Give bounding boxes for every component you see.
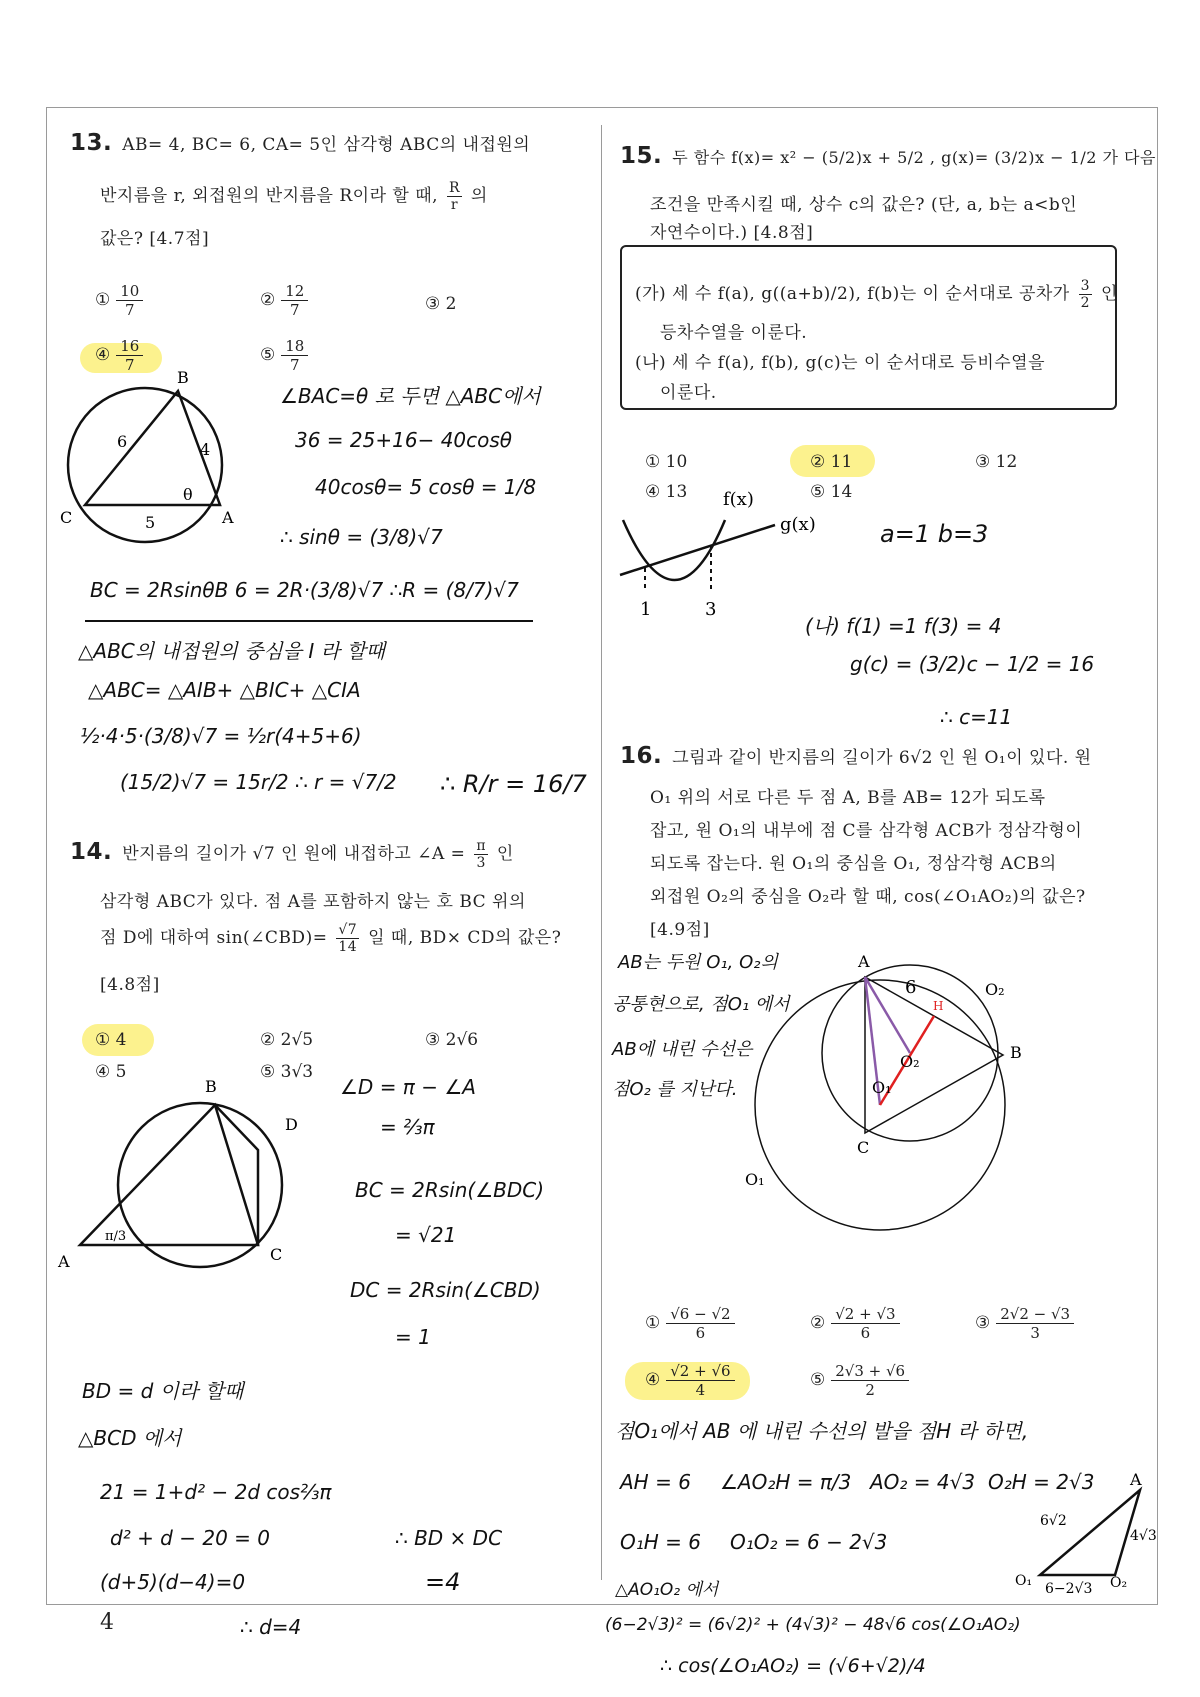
q14-line3: 점 D에 대하여 sin(∠CBD)= $\frac{√7}{14}$ 일 때, BD× CD의 값은? (100, 922, 562, 955)
q14-figure (55, 1070, 345, 1270)
svg-text:O₂: O₂ (900, 1052, 920, 1071)
q16-work-5: O₂H = 2√3 (988, 1470, 1095, 1494)
svg-text:π/3: π/3 (105, 1229, 127, 1244)
q13-label-A: A (222, 508, 234, 527)
q16-line3: 잡고, 원 O₁의 내부에 점 C를 삼각형 ACB가 정삼각형이 (650, 821, 1083, 841)
q13-work-8: ½·4·5·(3/8)√7 = ½r(4+5+6) (80, 724, 362, 748)
q16-work-8: △AO₁O₂ 에서 (615, 1580, 719, 1600)
q13-work-9: (15/2)√7 = 15r/2 ∴ r = √7/2 (120, 770, 397, 794)
q14-work-4: = √21 (395, 1223, 457, 1247)
q16-line1: 16. 그림과 같이 반지름의 길이가 6√2 인 원 O₁이 있다. 원 (620, 743, 1092, 769)
q13-work-1: ∠BAC=θ 로 두면 △ABC에서 (280, 384, 541, 408)
q13-choice-4[interactable]: ④ $\frac{16}{7}$ (95, 337, 143, 374)
svg-text:C: C (270, 1245, 283, 1264)
q13-work-5: BC = 2RsinθB 6 = 2R·(3/8)√7 ∴R = (8/7)√7 (90, 578, 519, 602)
svg-text:6: 6 (117, 432, 128, 451)
q15-box-line3: (나) 세 수 f(a), f(b), g(c)는 이 순서대로 등비수열을 (635, 353, 1046, 373)
q14-work-12: ∴ d=4 (240, 1615, 302, 1639)
q14-work-3: BC = 2Rsin(∠BDC) (355, 1178, 545, 1202)
svg-text:B: B (205, 1077, 217, 1096)
svg-text:3: 3 (705, 599, 717, 620)
q16-figure (735, 952, 1045, 1245)
q15-work-1: a=1 b=3 (880, 520, 989, 548)
svg-text:D: D (285, 1115, 298, 1134)
svg-text:4: 4 (200, 440, 211, 459)
svg-text:g(x): g(x) (780, 514, 816, 535)
q14-work-14: =4 (425, 1568, 461, 1596)
q13-choice-3[interactable]: ③ 2 (425, 294, 457, 314)
q15-box-line1: (가) 세 수 f(a), g((a+b)/2), f(b)는 이 순서대로 공차가 $\frac{3}{2}$ 인 (635, 278, 1118, 311)
q16-work-3: ∠AO₂H = π/3 (720, 1470, 852, 1494)
q13-work-6: △ABC의 내접원의 중심을 I 라 할때 (78, 639, 385, 663)
column-divider (601, 125, 602, 1580)
q15-box-line4: 이룬다. (660, 383, 717, 403)
svg-text:5: 5 (145, 513, 156, 532)
svg-text:O₂: O₂ (1110, 1575, 1128, 1591)
q14-line4: [4.8점] (100, 975, 160, 995)
q14-work-1: ∠D = π − ∠A (340, 1075, 476, 1099)
svg-text:1: 1 (640, 599, 652, 620)
q13-figure (55, 368, 245, 555)
q16-work-1: 점O₁에서 AB 에 내린 수선의 발을 점H 라 하면, (615, 1419, 1029, 1443)
q13-work-2: 36 = 25+16− 40cosθ (295, 428, 513, 452)
q16-note-4: 점O₂ 를 지난다. (612, 1079, 738, 1100)
q13-line1: 13. AB= 4, BC= 6, CA= 5인 삼각형 ABC의 내접원의 (70, 130, 531, 156)
page-number: 4 (100, 1610, 114, 1635)
q15-work-2: (나) f(1) =1 f(3) = 4 (805, 614, 1002, 638)
q14-work-5: DC = 2Rsin(∠CBD) (350, 1278, 541, 1302)
q15-work-4: ∴ c=11 (940, 705, 1013, 729)
q16-work-7: O₁O₂ = 6 − 2√3 (730, 1530, 888, 1554)
q15-choice-4[interactable]: ④ 13 (645, 482, 688, 502)
svg-text:O₁: O₁ (745, 1170, 765, 1189)
q14-choice-2[interactable]: ② 2√5 (260, 1030, 314, 1050)
q14-line2: 삼각형 ABC가 있다. 점 A를 포함하지 않는 호 BC 위의 (100, 892, 526, 912)
q14-work-10: d² + d − 20 = 0 (110, 1526, 270, 1550)
q14-choice-5[interactable]: ⑤ 3√3 (260, 1062, 314, 1082)
svg-text:4√3: 4√3 (1130, 1528, 1157, 1544)
q13-separator (85, 620, 533, 622)
q13-label-C: C (60, 508, 73, 527)
q14-choice-4[interactable]: ④ 5 (95, 1062, 127, 1082)
svg-text:A: A (58, 1252, 70, 1271)
q13-work-3: 40cosθ= 5 cosθ = 1/8 (315, 475, 537, 499)
svg-text:A: A (1130, 1470, 1142, 1489)
q14-work-9: 21 = 1+d² − 2d cos⅔π (100, 1480, 332, 1504)
svg-text:C: C (857, 1138, 870, 1157)
q16-work-6: O₁H = 6 (620, 1530, 701, 1554)
svg-text:O₂: O₂ (985, 980, 1005, 999)
q14-work-8: △BCD 에서 (78, 1426, 182, 1450)
q13-work-7: △ABC= △AIB+ △BIC+ △CIA (88, 678, 361, 702)
svg-text:f(x): f(x) (723, 489, 754, 510)
q16-work-10: ∴ cos(∠O₁AO₂) = (√6+√2)/4 (660, 1655, 926, 1677)
q15-choice-2[interactable]: ② 11 (810, 452, 853, 472)
svg-text:A: A (858, 952, 870, 971)
q14-line1: 14. 반지름의 길이가 √7 인 원에 내접하고 ∠A = $\frac{\pi}{3}$ 인 (70, 838, 514, 871)
q16-note-3: AB에 내린 수선은 (612, 1039, 753, 1060)
q14-work-11: (d+5)(d−4)=0 (100, 1570, 246, 1594)
q16-choice-4[interactable]: ④ $\frac{√2 + √6}{4}$ (645, 1362, 735, 1399)
q15-box-line2: 등차수열을 이룬다. (660, 323, 808, 343)
q13-label-B: B (177, 368, 189, 387)
q15-choice-3[interactable]: ③ 12 (975, 452, 1018, 472)
svg-text:6−2√3: 6−2√3 (1045, 1581, 1093, 1597)
q16-choice-3[interactable]: ③ $\frac{2√2 - √3}{3}$ (975, 1305, 1074, 1342)
q16-work-2: AH = 6 (620, 1470, 691, 1494)
q16-line6: [4.9점] (650, 920, 710, 940)
q16-note-2: 공통현으로, 점O₁ 에서 (612, 994, 790, 1015)
q15-line1: 15. 두 함수 f(x)= x² − (5/2)x + 5/2 , g(x)= (3/2)x − 1/2 가 다음 (620, 143, 1156, 169)
q15-graph (615, 490, 825, 630)
q14-choice-1[interactable]: ① 4 (95, 1030, 127, 1050)
svg-text:B: B (1010, 1043, 1022, 1062)
svg-text:H: H (933, 999, 944, 1013)
q13-frac: $\frac{R}{r}$ (448, 180, 460, 213)
q16-note-1: AB는 두원 O₁, O₂의 (618, 952, 778, 973)
svg-text:θ: θ (183, 485, 193, 504)
q16-choice-1[interactable]: ① $\frac{√6 - √2}{6}$ (645, 1305, 735, 1342)
q13-choice-1[interactable]: ① $\frac{10}{7}$ (95, 282, 143, 319)
q15-work-3: g(c) = (3/2)c − 1/2 = 16 (850, 652, 1095, 676)
q13-number: 13. (70, 130, 113, 156)
q13-work-10: ∴ R/r = 16/7 (440, 770, 587, 798)
q13-line2: 반지름을 r, 외접원의 반지름을 R이라 할 때, $\frac{R}{r}$ 의 (100, 180, 488, 213)
q15-line3: 자연수이다.) [4.8점] (650, 223, 814, 243)
q16-line4: 되도록 잡는다. 원 O₁의 중심을 O₁, 정삼각형 ACB의 (650, 854, 1057, 874)
svg-text:O₁: O₁ (1015, 1573, 1033, 1589)
q16-line5: 외접원 O₂의 중심을 O₂라 할 때, cos(∠O₁AO₂)의 값은? (650, 887, 1086, 907)
q14-work-2: = ⅔π (380, 1115, 435, 1139)
q13-line3: 값은? [4.7점] (100, 229, 210, 249)
svg-text:O₁: O₁ (872, 1078, 892, 1097)
q13-choice-2[interactable]: ② $\frac{12}{7}$ (260, 282, 308, 319)
q16-choice-2[interactable]: ② $\frac{√2 + √3}{6}$ (810, 1305, 900, 1342)
q16-choice-5[interactable]: ⑤ $\frac{2√3 + √6}{2}$ (810, 1362, 909, 1399)
q15-choice-1[interactable]: ① 10 (645, 452, 688, 472)
q14-work-13: ∴ BD × DC (395, 1526, 503, 1550)
q15-line2: 조건을 만족시킬 때, 상수 c의 값은? (단, a, b는 a<b인 (650, 195, 1078, 215)
q14-choice-3[interactable]: ③ 2√6 (425, 1030, 479, 1050)
q16-line2: O₁ 위의 서로 다른 두 점 A, B를 AB= 12가 되도록 (650, 788, 1046, 808)
q13-choice-5[interactable]: ⑤ $\frac{18}{7}$ (260, 337, 308, 374)
q15-choice-5[interactable]: ⑤ 14 (810, 482, 853, 502)
q13-work-4: ∴ sinθ = (3/8)√7 (280, 525, 443, 549)
q14-work-6: = 1 (395, 1325, 431, 1349)
svg-text:6√2: 6√2 (1040, 1513, 1067, 1529)
q16-work-4: AO₂ = 4√3 (870, 1470, 976, 1494)
q14-work-7: BD = d 이라 할때 (82, 1379, 244, 1403)
svg-text:6: 6 (905, 977, 917, 998)
q16-work-9: (6−2√3)² = (6√2)² + (4√3)² − 48√6 cos(∠O₁AO₂) (605, 1615, 1021, 1635)
